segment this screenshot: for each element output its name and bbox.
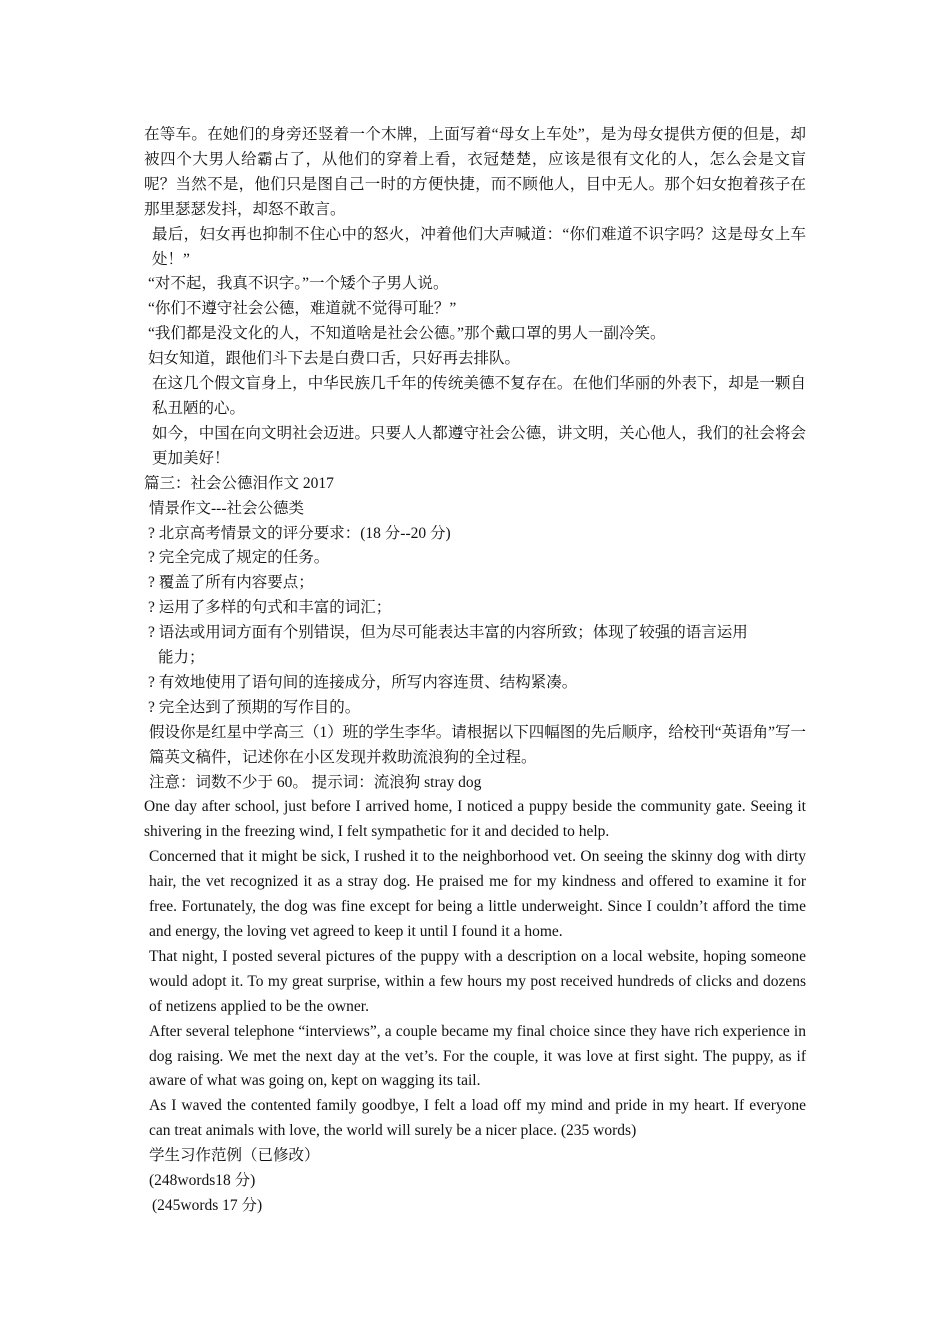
criteria-item-3: ? 覆盖了所有内容要点； [148,574,314,592]
essay-paragraph-1: One day after school, just before I arrived home, I noticed a puppy beside the community gate. Seeing it shivering in the freezing wind, I felt sympathetic for it and decided to help. [144,798,806,841]
story-paragraph-4: 在这几个假文盲身上，中华民族几千年的传统美德不复存在。在他们华丽的外表下，却是一颗自私丑陋的心。 [152,375,806,417]
writing-prompt: 假设你是红星中学高三（1）班的学生李华。请根据以下四幅图的先后顺序，给校刊“英语角”写一篇英文稿件，记述你在小区发现并救助流浪狗的全过程。 [149,723,807,766]
essay-paragraph-3: That night, I posted several pictures of the puppy with a description on a local website, hoping someone would adopt it. To my great surprise, within a few hours my post received hundreds of clicks and dozens of netizens applied to be the owner. [149,947,806,1015]
criteria-item-7: ? 完全达到了预期的写作目的。 [148,698,361,716]
dialogue-line-3: “我们都是没文化的人，不知道啥是社会公德。”那个戴口罩的男人一副冷笑。 [148,325,666,343]
criteria-item-4: ? 运用了多样的句式和丰富的词汇； [148,599,392,617]
story-paragraph-5: 如今，中国在向文明社会迈进。只要人人都遵守社会公德，讲文明，关心他人，我们的社会将会更加美好！ [152,424,806,467]
criteria-item-6: ? 有效地使用了语句间的连接成分，所写内容连贯、结构紧凑。 [148,673,578,691]
sample-score-1: (248words18 分) [149,1172,256,1190]
criteria-item-5 [144,621,806,671]
section-heading: 篇三：社会公德泪作文 2017 [144,474,334,492]
essay-paragraph-5: As I waved the contented family goodbye, I felt a load off my mind and pride in my heart. If everyone can treat animals with love, the world will surely be a nicer place. (235 words) [149,1097,806,1140]
criteria-item-1: ? 北京高考情景文的评分要求：(18 分--20 分) [148,524,451,542]
sample-score-2: (245words 17 分) [152,1196,263,1214]
story-paragraph-3: 妇女知道，跟他们斗下去是白费口舌，只好再去排队。 [148,350,521,368]
story-paragraph-1: 在等车。在她们的身旁还竖着一个木牌，上面写着“母女上车处”，是为母女提供方便的但是，却被四个大男人给霸占了，从他们的穿着上看，衣冠楚楚，应该是很有文化的人，怎么会是文盲呢？当然不是，他们只是图自己一时的方便快捷，而不顾他人，目中无人。那个妇女抱着孩子在那里瑟瑟发抖，却怒不敢言。 [144,126,806,218]
sample-heading: 学生习作范例（已修改） [149,1147,320,1165]
story-paragraph-2: 最后，妇女再也抑制不住心中的怒火，冲着他们大声喊道：“你们难道不识字吗？这是母女上车处！” [152,225,806,268]
criteria-item-5-line-2: 能力； [158,649,205,667]
criteria-item-5-line-1: ? 语法或用词方面有个别错误，但为尽可能表达丰富的内容所致；体现了较强的语言运用 [148,624,748,642]
prompt-note: 注意：词数不少于 60。 提示词：流浪狗 stray dog [149,773,482,791]
essay-paragraph-2: Concerned that it might be sick, I rushed it to the neighborhood vet. On seeing the skinny dog with dirty hair, the vet recognized it as a stray dog. He praised me for my kindness and offered to examine it for free. Fortunately, the dog was fine except for being a little underweight. Since I couldn’t afford the time and energy, the loving vet agreed to keep it until I found it a home. [149,848,806,940]
dialogue-line-2: “你们不遵守社会公德，难道就不觉得可耻？” [148,300,457,318]
essay-paragraph-4: After several telephone “interviews”, a couple became my final choice since they have rich experience in dog raising. We met the next day at the vet’s. For the couple, it was love at first sight. The puppy, as if aware of what was going on, kept on wagging its tail. [149,1022,806,1090]
dialogue-line-1: “对不起，我真不识字。”一个矮个子男人说。 [148,275,449,293]
criteria-item-2: ? 完全完成了规定的任务。 [148,549,330,567]
document-page [144,123,806,1219]
subsection-heading: 情景作文---社会公德类 [149,499,304,517]
